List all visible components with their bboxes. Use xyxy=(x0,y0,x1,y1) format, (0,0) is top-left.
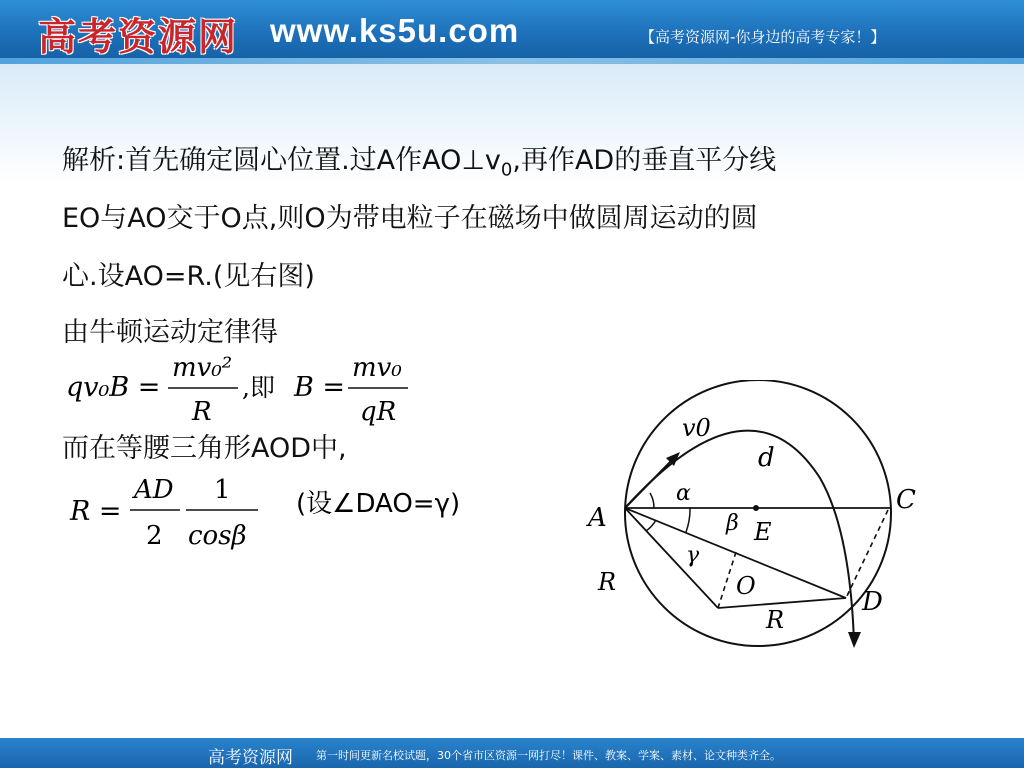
angle-gamma-arc xyxy=(646,520,656,531)
label-alpha: α xyxy=(676,481,691,506)
label-A: A xyxy=(588,503,607,533)
line-EO-dashed xyxy=(718,552,736,608)
formula1-den2: qR xyxy=(360,397,397,427)
label-d: d xyxy=(758,443,775,473)
formula1-den: R xyxy=(192,397,212,427)
point-E xyxy=(753,505,759,511)
label-D: D xyxy=(862,587,883,617)
angle-alpha-arc xyxy=(650,493,654,508)
line-AO xyxy=(625,508,718,608)
formula2-den2: cosβ xyxy=(188,521,247,551)
label-v0: v0 xyxy=(682,414,711,442)
line-1-sub: 0 xyxy=(500,159,513,181)
solution-line-5: 而在等腰三角形AOD中, xyxy=(62,433,347,464)
label-E: E xyxy=(754,518,772,546)
solution-line-4: 由牛顿运动定律得 xyxy=(62,317,278,348)
solution-line-1 xyxy=(62,138,776,180)
line-1-post: ,再作AD的垂直平分线 xyxy=(512,145,777,176)
formula1-lhs: qv₀B = xyxy=(66,372,161,403)
formula1-connector: ,即 xyxy=(242,373,275,402)
line-1-pre: 解析:首先确定圆心位置.过A作AO⊥v xyxy=(62,145,501,176)
formula2-num2: 1 xyxy=(214,475,231,505)
formula1-num: mv₀² xyxy=(172,353,233,383)
angle-beta-arc xyxy=(686,508,690,532)
label-O: O xyxy=(736,572,756,600)
solution-line-2: EO与AO交于O点,则O为带电粒子在磁场中做圆周运动的圆 xyxy=(62,203,758,234)
label-beta: β xyxy=(726,511,739,536)
site-url[interactable]: www.ks5u.com xyxy=(270,12,520,49)
formula2-den1: 2 xyxy=(146,521,163,551)
formula2-note: (设∠DAO=γ) xyxy=(296,489,461,519)
particle-trajectory xyxy=(625,431,854,642)
line-CD-dashed xyxy=(846,510,888,598)
formula1-num2: mv₀ xyxy=(352,353,402,383)
label-R-bottom: R xyxy=(766,606,785,634)
formula2-lhs: R = xyxy=(70,496,122,527)
label-gamma: γ xyxy=(686,543,700,568)
brand-logo[interactable]: 高考资源网 xyxy=(38,14,239,59)
footer-text: 第一时间更新名校试题，30个省市区资源一网打尽！课件、教案、学案、素材、论文种类齐全。 xyxy=(316,749,781,762)
velocity-vector xyxy=(625,458,674,508)
solution-line-3: 心.设AO=R.(见右图) xyxy=(62,261,315,292)
trajectory-arrowhead xyxy=(848,632,861,648)
formula-newton xyxy=(62,346,422,430)
label-C: C xyxy=(896,485,916,515)
geometry-diagram xyxy=(570,380,950,670)
formula2-num1: AD xyxy=(134,475,174,505)
formula1-lhs2: B = xyxy=(294,372,346,403)
label-R-left: R xyxy=(598,568,617,596)
formula-radius xyxy=(62,468,502,554)
footer-brand[interactable]: 高考资源网 xyxy=(208,748,293,768)
slogan: 【高考资源网-你身边的高考专家！】 xyxy=(640,28,886,46)
